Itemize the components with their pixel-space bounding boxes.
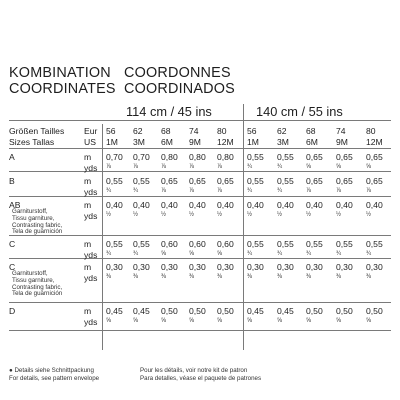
value-yds: ⅞: [189, 188, 195, 194]
value-m: 0,55: [106, 176, 123, 186]
size-us-3: 9M: [189, 137, 201, 147]
unit-m: m: [84, 239, 92, 249]
value-yds: ½: [106, 212, 112, 218]
value-yds: ⅝: [336, 164, 342, 170]
value-yds: ⅞: [217, 188, 223, 194]
value-m: 0,70: [106, 152, 123, 162]
value-yds: ½: [366, 212, 372, 218]
value-m: 0,55: [247, 239, 264, 249]
value-m: 0,45: [133, 306, 150, 316]
value-m: 0,55: [277, 176, 294, 186]
row-divider-1: [9, 171, 391, 172]
size-eur-3: 74: [189, 126, 199, 136]
value-m: 0,65: [189, 176, 206, 186]
value-yds: ⅝: [306, 164, 312, 170]
value-yds: ¾: [247, 164, 253, 170]
size-eur-1: 62: [133, 126, 143, 136]
value-m: 0,55: [133, 239, 150, 249]
value-yds: ⅝: [189, 318, 195, 324]
size-eur-4: 80: [217, 126, 227, 136]
value-yds: ⅝: [161, 251, 167, 257]
value-m: 0,50: [366, 306, 383, 316]
value-m: 0,55: [366, 239, 383, 249]
footnote-de: ● Details siehe Schnittpackung: [9, 367, 94, 374]
value-m: 0,30: [336, 262, 353, 272]
unit-yds: yds: [84, 187, 98, 197]
value-yds: ¾: [277, 251, 283, 257]
footnote-es: Para detalles, véase el paquete de patrones: [140, 375, 262, 382]
divider-unit-col: [102, 124, 103, 350]
size-eur-9: 80: [366, 126, 376, 136]
row-label: C: [9, 262, 16, 272]
value-m: 0,60: [217, 239, 234, 249]
value-m: 0,55: [133, 176, 150, 186]
value-m: 0,50: [306, 306, 323, 316]
value-m: 0,70: [133, 152, 150, 162]
value-yds: ¾: [336, 251, 342, 257]
size-eur-7: 68: [306, 126, 316, 136]
unit-yds: yds: [84, 273, 98, 283]
size-eur-5: 56: [247, 126, 257, 136]
value-yds: ⅞: [366, 188, 372, 194]
value-m: 0,55: [336, 239, 353, 249]
value-m: 0,65: [366, 176, 383, 186]
value-yds: ⅜: [306, 274, 312, 280]
title-line-1: [9, 65, 231, 81]
value-yds: ⅜: [106, 274, 112, 280]
row-description: Tissu garniture,: [12, 214, 55, 222]
title-fr: COORDONNES: [124, 65, 231, 81]
value-m: 0,30: [161, 262, 178, 272]
value-yds: ⅝: [277, 318, 283, 324]
size-us-7: 6M: [306, 137, 318, 147]
eur-label: Eur: [84, 126, 98, 136]
value-m: 0,30: [133, 262, 150, 272]
value-m: 0,30: [217, 262, 234, 272]
sizes-label-1: Größen Tailles: [9, 126, 65, 136]
row-description: Garniturstoff,: [12, 208, 48, 215]
value-m: 0,55: [277, 152, 294, 162]
value-yds: ⅞: [106, 164, 112, 170]
value-yds: ½: [217, 212, 223, 218]
value-yds: ⅜: [189, 274, 195, 280]
value-yds: ⅞: [133, 164, 139, 170]
value-yds: ⅞: [306, 188, 312, 194]
value-yds: ¾: [366, 251, 372, 257]
value-m: 0,65: [336, 176, 353, 186]
size-us-4: 12M: [217, 137, 234, 147]
unit-m: m: [84, 176, 92, 186]
value-m: 0,40: [133, 200, 150, 210]
unit-m: m: [84, 262, 92, 272]
value-yds: ¾: [277, 164, 283, 170]
size-eur-2: 68: [161, 126, 171, 136]
value-yds: ⅞: [161, 164, 167, 170]
value-m: 0,40: [247, 200, 264, 210]
value-m: 0,45: [106, 306, 123, 316]
value-m: 0,30: [106, 262, 123, 272]
row-divider-5: [9, 302, 391, 303]
value-yds: ⅝: [247, 318, 253, 324]
value-m: 0,55: [306, 239, 323, 249]
value-yds: ½: [277, 212, 283, 218]
row-divider-6: [9, 330, 391, 331]
value-m: 0,30: [247, 262, 264, 272]
value-m: 0,45: [277, 306, 294, 316]
size-us-0: 1M: [106, 137, 118, 147]
row-label: C: [9, 239, 16, 249]
row-description: Tela de guarnición: [12, 228, 63, 236]
unit-m: m: [84, 306, 92, 316]
size-eur-0: 56: [106, 126, 116, 136]
divider-width-114: [103, 120, 243, 121]
row-divider-0: [9, 148, 391, 149]
value-m: 0,65: [306, 152, 323, 162]
row-label: D: [9, 306, 16, 316]
footnote-fr: Pour les détails, voir notre kit de patron: [140, 367, 248, 374]
value-yds: ⅜: [217, 274, 223, 280]
value-yds: ½: [306, 212, 312, 218]
value-m: 0,80: [189, 152, 206, 162]
value-yds: ¾: [247, 251, 253, 257]
value-yds: ⅝: [161, 318, 167, 324]
footnote-en: For details, see pattern envelope: [9, 375, 100, 382]
size-us-2: 6M: [161, 137, 173, 147]
unit-yds: yds: [84, 317, 98, 327]
value-m: 0,40: [306, 200, 323, 210]
value-yds: ½: [161, 212, 167, 218]
value-yds: ¾: [277, 188, 283, 194]
value-yds: ½: [133, 212, 139, 218]
row-description: Tela de guarnición: [12, 290, 63, 298]
unit-yds: yds: [84, 211, 98, 221]
value-m: 0,40: [189, 200, 206, 210]
value-m: 0,50: [336, 306, 353, 316]
value-m: 0,30: [306, 262, 323, 272]
value-m: 0,40: [217, 200, 234, 210]
value-yds: ¾: [133, 251, 139, 257]
row-divider-2: [9, 196, 391, 197]
row-label: A: [9, 152, 15, 162]
value-m: 0,65: [306, 176, 323, 186]
value-m: 0,55: [247, 152, 264, 162]
value-yds: ¾: [133, 188, 139, 194]
value-yds: ¾: [247, 188, 253, 194]
value-m: 0,60: [189, 239, 206, 249]
value-m: 0,40: [161, 200, 178, 210]
value-yds: ¾: [106, 188, 112, 194]
value-yds: ⅝: [366, 164, 372, 170]
size-us-9: 12M: [366, 137, 383, 147]
row-divider-4: [9, 258, 391, 259]
value-m: 0,55: [247, 176, 264, 186]
width-header-114: 114 cm / 45 ins: [126, 104, 212, 119]
value-m: 0,65: [161, 176, 178, 186]
title-es: COORDINADOS: [124, 81, 235, 97]
title-de: KOMBINATION: [9, 65, 111, 81]
value-m: 0,60: [161, 239, 178, 249]
value-m: 0,45: [247, 306, 264, 316]
value-yds: ⅝: [306, 318, 312, 324]
value-yds: ⅝: [217, 251, 223, 257]
size-us-1: 3M: [133, 137, 145, 147]
value-yds: ⅝: [217, 318, 223, 324]
unit-yds: yds: [84, 163, 98, 173]
value-yds: ⅝: [106, 318, 112, 324]
value-m: 0,50: [189, 306, 206, 316]
value-m: 0,65: [366, 152, 383, 162]
value-m: 0,80: [161, 152, 178, 162]
value-yds: ⅜: [366, 274, 372, 280]
value-yds: ½: [336, 212, 342, 218]
value-yds: ½: [247, 212, 253, 218]
value-m: 0,40: [336, 200, 353, 210]
value-yds: ⅞: [336, 188, 342, 194]
value-yds: ⅝: [189, 251, 195, 257]
value-yds: ⅜: [161, 274, 167, 280]
value-m: 0,50: [161, 306, 178, 316]
value-yds: ⅜: [247, 274, 253, 280]
row-description: Contrasting fabric,: [12, 283, 63, 291]
size-eur-6: 62: [277, 126, 287, 136]
value-m: 0,40: [277, 200, 294, 210]
value-m: 0,55: [277, 239, 294, 249]
value-yds: ½: [189, 212, 195, 218]
value-m: 0,30: [277, 262, 294, 272]
title-line-2: [9, 81, 235, 97]
size-us-8: 9M: [336, 137, 348, 147]
title-en: COORDINATES: [9, 81, 116, 97]
value-m: 0,30: [366, 262, 383, 272]
row-description: Tissu garniture,: [12, 276, 55, 284]
value-yds: ⅞: [161, 188, 167, 194]
value-yds: ⅝: [336, 318, 342, 324]
value-m: 0,30: [189, 262, 206, 272]
value-m: 0,55: [106, 239, 123, 249]
value-yds: ⅜: [336, 274, 342, 280]
value-yds: ⅞: [189, 164, 195, 170]
value-yds: ⅜: [277, 274, 283, 280]
unit-yds: yds: [84, 250, 98, 260]
value-yds: ⅜: [133, 274, 139, 280]
sizes-label-2: Sizes Tallas: [9, 137, 55, 147]
unit-m: m: [84, 152, 92, 162]
value-m: 0,65: [217, 176, 234, 186]
row-label: AB: [9, 200, 21, 210]
value-m: 0,80: [217, 152, 234, 162]
value-m: 0,50: [217, 306, 234, 316]
size-us-5: 1M: [247, 137, 259, 147]
us-label: US: [84, 137, 96, 147]
size-eur-8: 74: [336, 126, 346, 136]
divider-width-split: [243, 104, 244, 350]
row-label: B: [9, 176, 15, 186]
size-us-6: 3M: [277, 137, 289, 147]
unit-m: m: [84, 200, 92, 210]
value-m: 0,40: [106, 200, 123, 210]
value-yds: ¾: [106, 251, 112, 257]
row-description: Garniturstoff,: [12, 270, 48, 277]
value-m: 0,65: [336, 152, 353, 162]
value-yds: ⅝: [366, 318, 372, 324]
value-yds: ⅝: [133, 318, 139, 324]
row-description: Contrasting fabric,: [12, 221, 63, 229]
value-m: 0,40: [366, 200, 383, 210]
value-yds: ¾: [306, 251, 312, 257]
value-yds: ⅞: [217, 164, 223, 170]
row-divider-3: [9, 235, 391, 236]
width-header-140: 140 cm / 55 ins: [256, 104, 343, 119]
